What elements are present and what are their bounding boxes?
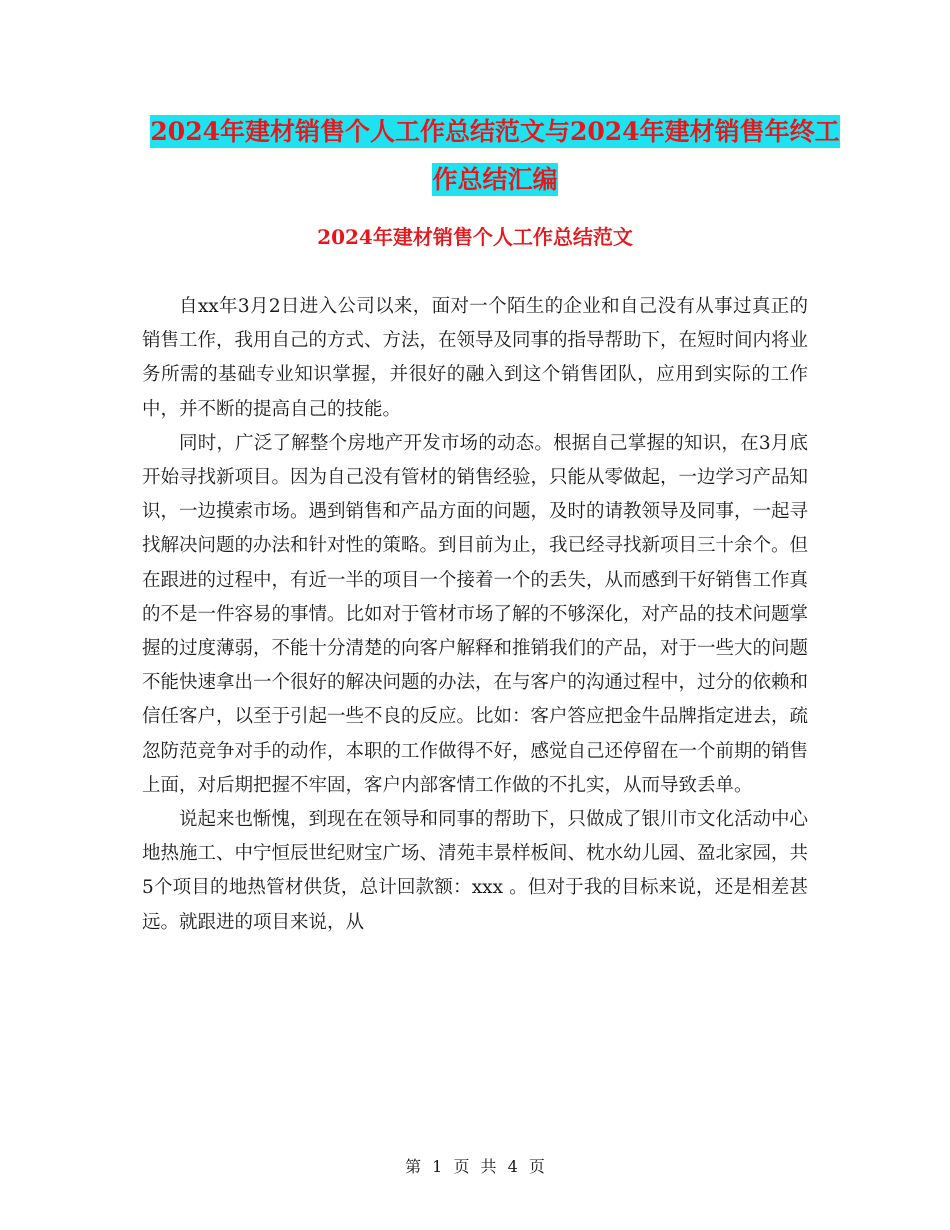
page-footer: 第 1 页 共 4 页 (405, 1157, 545, 1176)
section-title: 2024年建材销售个人工作总结范文 (317, 225, 633, 249)
document-body (142, 290, 808, 940)
document-title-text: 2024年建材销售个人工作总结范文与2024年建材销售年终工作总结汇编 (150, 117, 840, 194)
document-title (145, 108, 845, 204)
paragraph-3: 说起来也惭愧，到现在在领导和同事的帮助下，只做成了银川市文化活动中心地热施工、中宁恒辰世纪财宝广场、清苑丰景样板间、枕水幼儿园、盈北家园，共5个项目的地热管材供货，总计回款额：xxx 。但对于我的目标来说，还是相差甚远。就跟进的项目来说，从 (142, 809, 809, 933)
paragraph-1: 自xx年3月2日进入公司以来，面对一个陌生的企业和自己没有从事过真正的销售工作，我用自己的方式、方法，在领导及同事的指导帮助下，在短时间内将业务所需的基础专业知识掌握，并很好的融入到这个销售团队，应用到实际的工作中，并不断的提高自己的技能。 (142, 296, 809, 420)
paragraph-2: 同时，广泛了解整个房地产开发市场的动态。根据自己掌握的知识，在3月底开始寻找新项目。因为自己没有管材的销售经验，只能从零做起，一边学习产品知识，一边摸索市场。遇到销售和产品方面的问题，及时的请教领导及同事，一起寻找解决问题的办法和针对性的策略。到目前为止，我已经寻找新项目三十余个。但在跟进的过程中，有近一半的项目一个接着一个的丢失，从而感到干好销售工作真的不是一件容易的事情。比如对于管材市场了解的不够深化，对产品的技术问题掌握的过度薄弱，不能十分清楚的向客户解释和推销我们的产品，对于一些大的问题不能快速拿出一个很好的解决问题的办法，在与客户的沟通过程中，过分的依赖和信任客户，以至于引起一些不良的反应。比如：客户答应把金牛品牌指定进去，疏忽防范竞争对手的动作，本职的工作做得不好，感觉自己还停留在一个前期的销售上面，对后期把握不牢固，客户内部客情工作做的不扎实，从而导致丢单。 (142, 432, 809, 796)
